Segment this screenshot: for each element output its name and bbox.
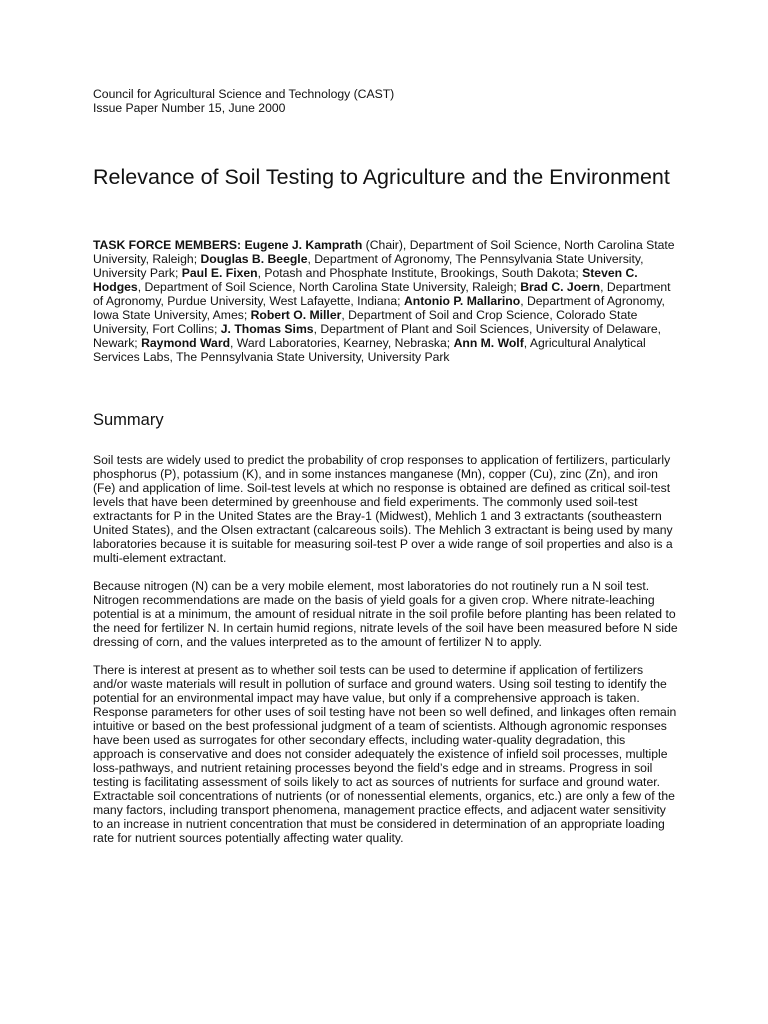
member-affiliation: , Department of Agronomy, Iowa State University, Ames; (93, 294, 665, 322)
member-name: Raymond Ward (141, 336, 231, 350)
member-affiliation: , Department of Agronomy, The Pennsylvania State University, University Park; (93, 252, 644, 280)
task-force-members (93, 238, 678, 364)
summary-paragraph: There is interest at present as to whether soil tests can be used to determine if application of fertilizers and/or waste materials will result in pollution of surface and ground waters. Using soil testing to identify the potential for an environmental impact may have value, but only if a comprehensive approach is taken. Response parameters for other uses of soil testing have not been so well defined, and linkages often remain intuitive or based on the best professional judgment of a team of scientists. Although agronomic responses have been used as surrogates for other secondary effects, including water-quality degradation, this approach is conservative and does not consider adequately the existence of infield soil processes, multiple loss-pathways, and nutrient retaining processes beyond the field’s edge and in streams. Progress in soil testing is facilitating assessment of soils likely to act as sources of nutrients for surface and ground water. Extractable soil concentrations of nutrients (or of nonessential elements, organics, etc.) are only a few of the many factors, including transport phenomena, management practice effects, and adjacent water sensitivity to an increase in nutrient concentration that must be considered in determination of an appropriate loading rate for nutrient sources potentially affecting water quality. (93, 663, 677, 845)
issue-line: Issue Paper Number 15, June 2000 (93, 101, 286, 115)
summary-paragraph: Soil tests are widely used to predict the probability of crop responses to application of fertilizers, particularly phosphorus (P), potassium (K), and in some instances manganese (Mn), copper (Cu), zinc (Zn), and iron (Fe) and application of lime. Soil-test levels at which no response is obtained are defined as critical soil-test levels that have been determined by greenhouse and field experiments. The commonly used soil-test extractants for P in the United States are the Bray-1 (Midwest), Mehlich 1 and 3 extractants (southeastern United States), and the Olsen extractant (calcareous soils). The Mehlich 3 extractant is being used by many laboratories because it is suitable for measuring soil-test P over a wide range of soil properties and also is a multi-element extractant. (93, 453, 673, 565)
member-affiliation: (Chair), Department of Soil Science, North Carolina State University, Raleigh; (93, 238, 675, 266)
member-name: Steven C. Hodges (93, 266, 638, 294)
member-affiliation: , Potash and Phosphate Institute, Brookings, South Dakota; (257, 266, 583, 280)
document-body (93, 87, 678, 845)
member-affiliation: , Agricultural Analytical Services Labs, The Pennsylvania State University, University Park (93, 336, 646, 364)
member-affiliation: , Department of Agronomy, Purdue University, West Lafayette, Indiana; (93, 280, 671, 308)
member-name: Paul E. Fixen (181, 266, 258, 280)
member-name: Antonio P. Mallarino (403, 294, 521, 308)
summary-paragraph: Because nitrogen (N) can be a very mobile element, most laboratories do not routinely run a N soil test. Nitrogen recommendations are made on the basis of yield goals for a given crop. Where nitrate-leaching potential is at a minimum, the amount of residual nitrate in the soil profile before planting has been related to the need for fertilizer N. In certain humid regions, nitrate levels of the soil have been measured before N side dressing of corn, and the values interpreted as to the amount of fertilizer N to apply. (93, 579, 678, 649)
member-name: J. Thomas Sims (220, 322, 314, 336)
member-name: Douglas B. Beegle (200, 252, 308, 266)
summary-heading: Summary (93, 411, 164, 429)
member-affiliation: , Department of Soil Science, North Carolina State University, Raleigh; (137, 280, 521, 294)
document-title: Relevance of Soil Testing to Agriculture and the Environment (93, 165, 670, 189)
member-name: Ann M. Wolf (453, 336, 524, 350)
member-affiliation: , Ward Laboratories, Kearney, Nebraska; (230, 336, 454, 350)
member-affiliation: , Department of Soil and Crop Science, Colorado State University, Fort Collins; (93, 308, 638, 336)
member-name: Robert O. Miller (250, 308, 342, 322)
member-name: Eugene J. Kamprath (244, 238, 363, 252)
member-affiliation: , Department of Plant and Soil Sciences, University of Delaware, Newark; (93, 322, 662, 350)
member-name: Brad C. Joern (520, 280, 601, 294)
task-force-label: TASK FORCE MEMBERS: (93, 238, 242, 252)
publisher-line: Council for Agricultural Science and Technology (CAST) (93, 87, 395, 101)
